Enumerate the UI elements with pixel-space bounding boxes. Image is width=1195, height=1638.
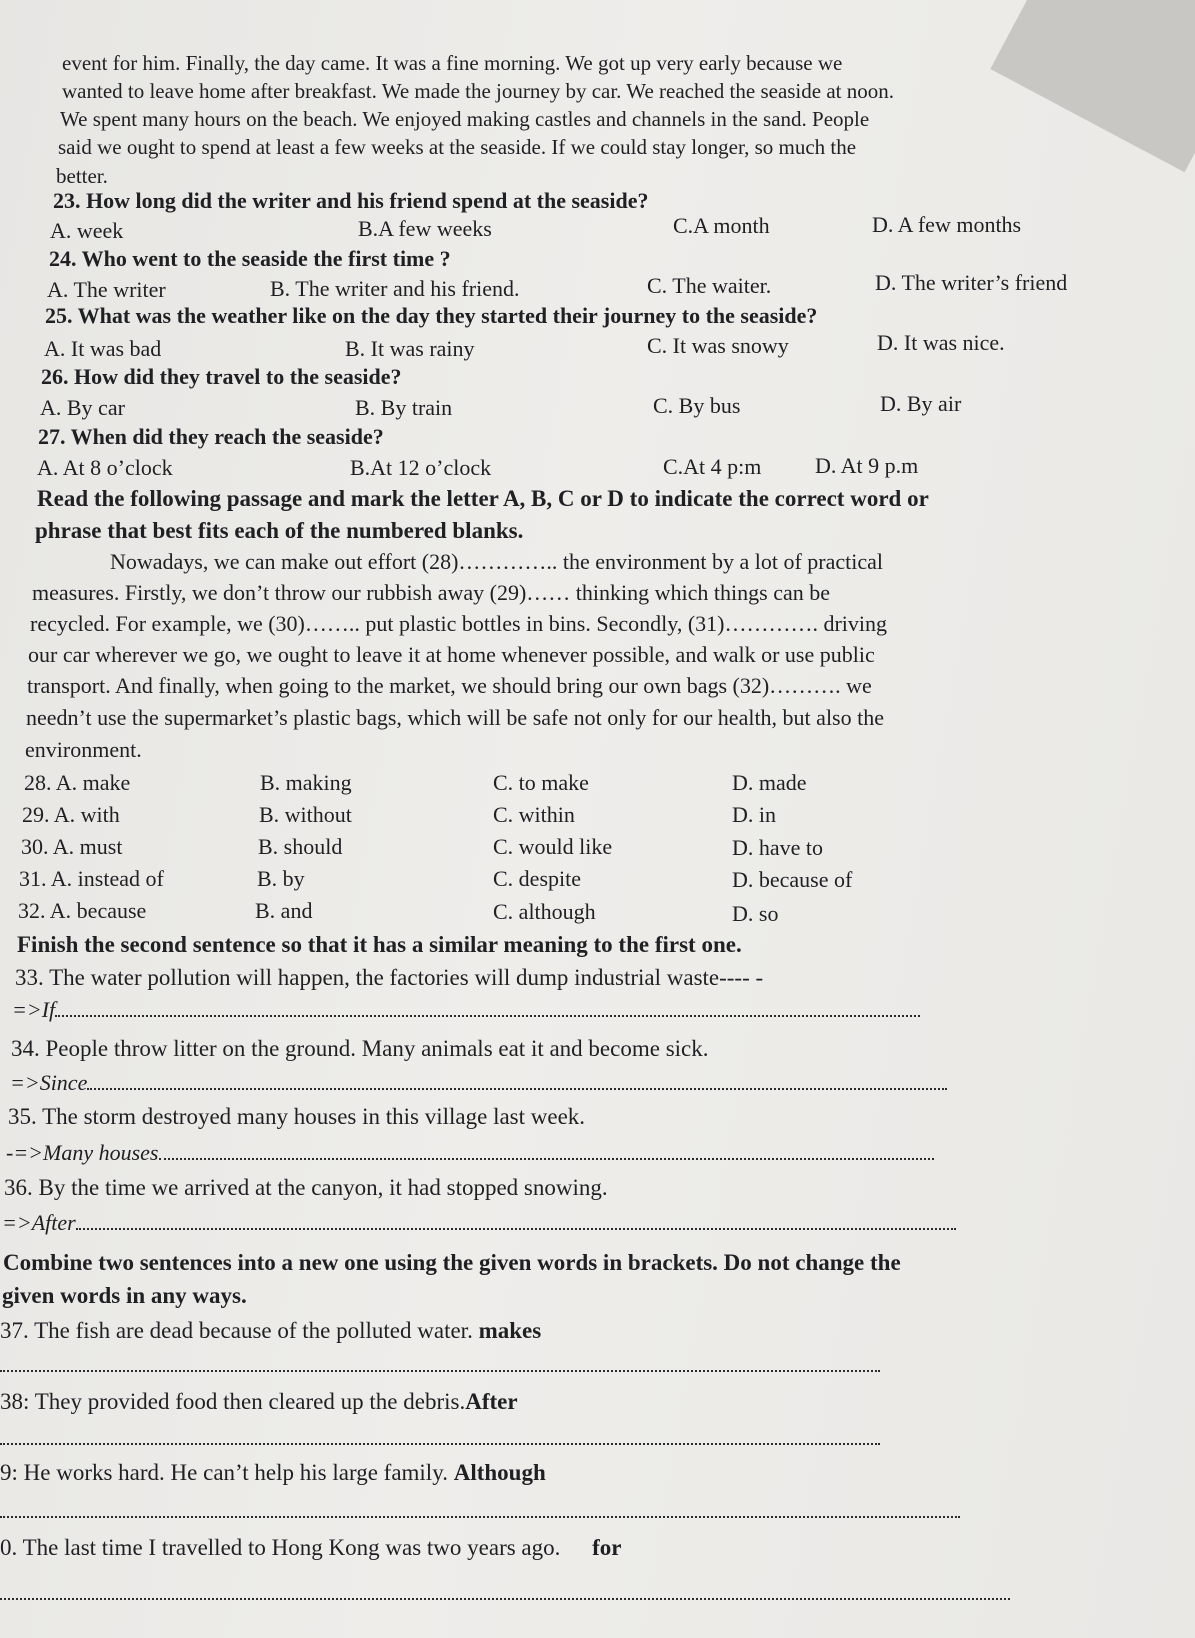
option-c[interactable]: C. It was snowy: [647, 333, 789, 358]
combine-question: 38: They provided food then cleared up the debris.: [0, 1389, 466, 1414]
answer-line[interactable]: [159, 1144, 934, 1160]
option-b[interactable]: B. The writer and his friend.: [270, 276, 520, 301]
rewrite-question: 35. The storm destroyed many houses in this village last week.: [8, 1104, 586, 1129]
option-d[interactable]: D. so: [732, 901, 779, 926]
passage-line: event for him. Finally, the day came. It was a fine morning. We got up very early because we: [62, 51, 843, 75]
option-b[interactable]: B. By train: [355, 395, 453, 420]
option-c[interactable]: C. By bus: [653, 393, 741, 418]
option-a[interactable]: A. week: [50, 218, 124, 243]
answer-line[interactable]: [87, 1074, 947, 1090]
passage-line: environment.: [25, 737, 142, 762]
answer-line[interactable]: [76, 1214, 956, 1230]
rewrite-start: -=>Many houses: [6, 1140, 159, 1165]
passage-line: our car wherever we go, we ought to leave it at home whenever possible, and walk or use public: [28, 642, 875, 667]
passage-line: wanted to leave home after breakfast. We made the journey by car. We reached the seaside at noon.: [62, 79, 894, 103]
option-b[interactable]: B. and: [255, 898, 313, 923]
passage-line: Nowadays, we can make out effort (28)………….. the environment by a lot of practical: [110, 549, 884, 574]
option-b[interactable]: B. It was rainy: [345, 336, 475, 361]
option-d[interactable]: D. in: [732, 802, 776, 827]
option-a[interactable]: 29. A. with: [22, 802, 120, 827]
combine-question: 9: He works hard. He can’t help his large family.: [0, 1460, 448, 1485]
option-b[interactable]: B.A few weeks: [358, 216, 492, 241]
option-b[interactable]: B. should: [258, 834, 343, 859]
section-heading: phrase that best fits each of the numbered blanks.: [35, 518, 524, 543]
given-word: After: [465, 1389, 518, 1414]
section-heading: Finish the second sentence so that it has a similar meaning to the first one.: [17, 932, 742, 957]
option-b[interactable]: B. by: [257, 866, 305, 891]
option-b[interactable]: B. making: [260, 770, 352, 795]
passage-line: transport. And finally, when going to the market, we should bring our own bags (32)………. we: [27, 673, 872, 698]
question-25: 25. What was the weather like on the day they started their journey to the seaside?: [45, 303, 818, 328]
answer-line[interactable]: [0, 1502, 960, 1518]
option-d[interactable]: D. By air: [880, 391, 962, 416]
option-d[interactable]: D. The writer’s friend: [875, 270, 1068, 295]
answer-line[interactable]: [0, 1429, 880, 1445]
option-c[interactable]: C. although: [493, 899, 596, 924]
option-a[interactable]: A. It was bad: [44, 336, 162, 361]
rewrite-start: =>Since: [10, 1070, 88, 1095]
passage-line: We spent many hours on the beach. We enjoyed making castles and channels in the sand. People: [60, 107, 870, 131]
option-d[interactable]: D. It was nice.: [877, 330, 1005, 355]
option-a[interactable]: A. At 8 o’clock: [37, 455, 173, 480]
option-c[interactable]: C. within: [493, 802, 575, 827]
option-b[interactable]: B. without: [259, 802, 352, 827]
combine-question: 0. The last time I travelled to Hong Kong was two years ago.: [0, 1535, 561, 1560]
rewrite-question: 36. By the time we arrived at the canyon, it had stopped snowing.: [4, 1175, 608, 1200]
option-d[interactable]: D. A few months: [872, 212, 1022, 237]
option-a[interactable]: 31. A. instead of: [19, 866, 164, 891]
rewrite-start: =>After: [2, 1210, 76, 1235]
question-23: 23. How long did the writer and his friend spend at the seaside?: [53, 188, 649, 213]
option-c[interactable]: C. to make: [493, 770, 589, 795]
passage-line: said we ought to spend at least a few weeks at the seaside. If we could stay longer, so much the: [58, 135, 857, 159]
option-a[interactable]: 30. A. must: [21, 834, 123, 859]
option-a[interactable]: A. By car: [40, 395, 125, 420]
given-word: for: [592, 1535, 622, 1560]
answer-line[interactable]: [0, 1584, 1010, 1600]
rewrite-question: 34. People throw litter on the ground. Many animals eat it and become sick.: [11, 1036, 709, 1061]
given-word: Although: [453, 1460, 546, 1485]
option-c[interactable]: C. would like: [493, 834, 613, 859]
rewrite-question: 33. The water pollution will happen, the factories will dump industrial waste---- -: [15, 965, 764, 990]
option-c[interactable]: C.At 4 p:m: [663, 454, 762, 479]
answer-line[interactable]: [55, 1001, 920, 1017]
option-c[interactable]: C. despite: [493, 866, 581, 891]
passage-line: needn’t use the supermarket’s plastic bags, which will be safe not only for our health, but also the: [26, 705, 884, 730]
option-a[interactable]: 32. A. because: [18, 898, 147, 923]
passage-line: measures. Firstly, we don’t throw our rubbish away (29)…… thinking which things can be: [32, 580, 830, 605]
given-word: makes: [478, 1318, 542, 1343]
question-27: 27. When did they reach the seaside?: [38, 424, 384, 449]
passage-line: recycled. For example, we (30)…….. put plastic bottles in bins. Secondly, (31)…………. driving: [30, 611, 888, 636]
option-d[interactable]: D. have to: [732, 835, 824, 860]
rewrite-start: =>If: [12, 997, 56, 1022]
combine-question: 37. The fish are dead because of the polluted water.: [0, 1318, 473, 1343]
question-24: 24. Who went to the seaside the first time ?: [49, 246, 451, 271]
section-heading: given words in any ways.: [2, 1283, 247, 1308]
passage-line: better.: [56, 164, 108, 188]
option-c[interactable]: C.A month: [673, 213, 770, 238]
answer-line[interactable]: [0, 1356, 880, 1372]
paper-corner: [990, 0, 1195, 172]
option-c[interactable]: C. The waiter.: [647, 273, 772, 298]
option-a[interactable]: 28. A. make: [24, 770, 131, 795]
option-a[interactable]: A. The writer: [47, 277, 166, 302]
option-d[interactable]: D. because of: [732, 867, 853, 892]
option-d[interactable]: D. At 9 p.m: [815, 453, 919, 478]
option-b[interactable]: B.At 12 o’clock: [350, 455, 492, 480]
section-heading: Read the following passage and mark the letter A, B, C or D to indicate the correct word or: [37, 486, 929, 511]
question-26: 26. How did they travel to the seaside?: [41, 364, 402, 389]
section-heading: Combine two sentences into a new one using the given words in brackets. Do not change the: [3, 1250, 901, 1275]
option-d[interactable]: D. made: [732, 770, 807, 795]
